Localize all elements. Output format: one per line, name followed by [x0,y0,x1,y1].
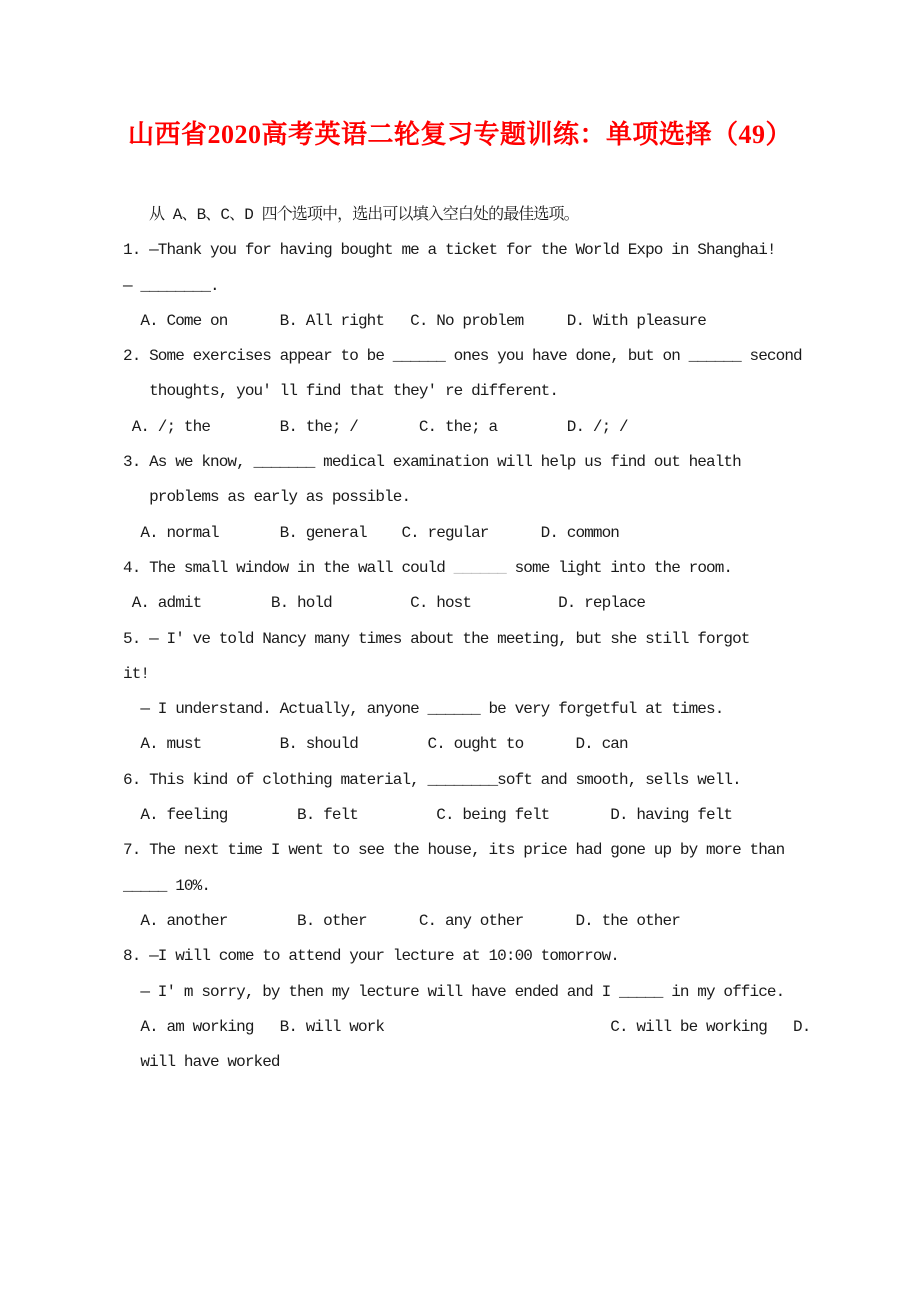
question-6-options: A. feeling B. felt C. being felt D. having felt [123,806,733,825]
instructions-line: 从 A、B、C、D 四个选项中，选出可以填入空白处的最佳选项。 [149,206,579,224]
question-4-options: A. admit B. hold C. host D. replace [123,594,646,613]
question-2-options: A. /; the B. the; / C. the; a D. /; / [123,417,628,436]
question-5-text-3: — I understand. Actually, anyone ______ be very forgetful at times. [123,700,724,719]
question-8-options-wrap: will have worked [123,1053,280,1072]
question-7-text-1: 7. The next time I went to see the house, its price had gone up by more than [123,841,785,860]
question-8-text-1: 8. —I will come to attend your lecture at 10:00 tomorrow. [123,947,619,966]
question-5-text-2: it! [123,664,150,683]
question-4 [123,551,860,622]
question-6-text-1: 6. This kind of clothing material, ________soft and smooth, sells well. [123,770,741,789]
question-3 [123,445,860,551]
document-body [0,198,920,1080]
question-3-options: A. normal B. general C. regular D. common [123,523,619,542]
question-4-text-1 [123,551,860,586]
question-4-text-post: some light into the room. [505,558,733,577]
document-page [0,118,920,1310]
question-7 [123,833,860,939]
question-3-text-2: problems as early as possible. [123,488,411,507]
question-2-text-1: 2. Some exercises appear to be ______ ones you have done, but on ______ second [123,347,802,366]
question-4-blank: ______ [453,558,506,577]
question-1-text-1: 1. —Thank you for having bought me a ticket for the World Expo in Shanghai! [123,241,776,260]
question-8-options: A. am working B. will work C. will be working D. [123,1017,811,1036]
question-8 [123,939,860,1080]
question-2 [123,339,860,445]
question-4-text-pre: 4. The small window in the wall could [123,558,454,577]
page-title: 山西省2020高考英语二轮复习专题训练：单项选择（49） [127,120,792,149]
question-1-text-2: — ________. [123,276,219,295]
question-6 [123,763,860,834]
question-7-options: A. another B. other C. any other D. the other [123,911,680,930]
question-5-options: A. must B. should C. ought to D. can [123,735,628,754]
question-2-text-2: thoughts, you' ll find that they' re different. [123,382,559,401]
question-3-text-1: 3. As we know, _______ medical examination will help us find out health [123,453,741,472]
question-8-text-2: — I' m sorry, by then my lecture will have ended and I _____ in my office. [123,982,785,1001]
question-5 [123,622,860,763]
question-7-text-2: _____ 10%. [123,876,211,895]
question-1-options: A. Come on B. All right C. No problem D. With pleasure [123,311,707,330]
question-5-text-1: 5. — I' ve told Nancy many times about the meeting, but she still forgot [123,629,750,648]
question-1 [123,233,860,339]
